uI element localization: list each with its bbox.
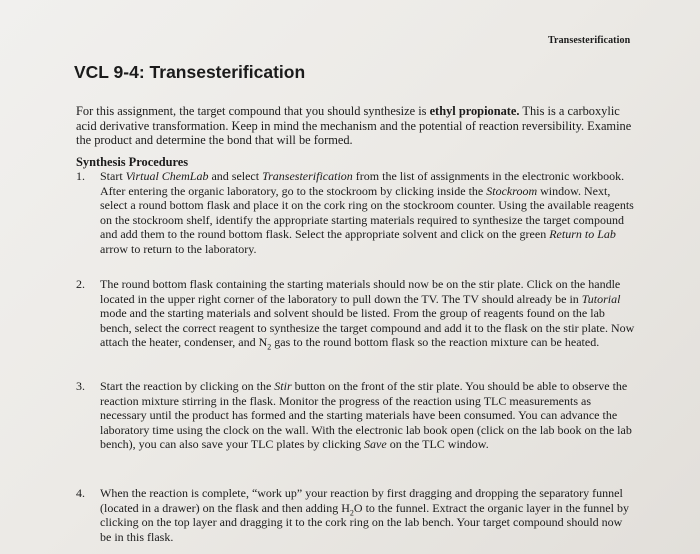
document-title: VCL 9-4: Transesterification	[74, 62, 306, 82]
step-text-segment: When the reaction is complete, “work up” your reaction by first dragging and dropping the separatory funnel (located in a drawer) on the flask and then adding H	[100, 486, 623, 515]
step-text	[100, 169, 636, 256]
step-text	[100, 277, 636, 350]
step-text-segment: Start	[100, 169, 126, 183]
step-text-segment: from the list of assignments in the electronic workbook. After entering the organic laboratory, go to the stockroom by clicking inside the	[100, 169, 625, 198]
subscript: 2	[267, 342, 272, 352]
section-heading: Synthesis Procedures	[76, 155, 189, 169]
intro-text-start: For this assignment, the target compound that you should synthesize is	[76, 104, 430, 118]
step-text-segment: Start the reaction by clicking on the	[100, 379, 275, 393]
target-compound: ethyl propionate.	[429, 104, 520, 118]
save-term: Save	[364, 437, 387, 451]
tutorial-term: Tutorial	[581, 291, 621, 306]
assignment-name: Transesterification	[262, 169, 353, 183]
return-to-lab-term: Return to Lab	[549, 227, 616, 241]
step-text-segment: gas to the round bottom flask so the reaction mixture can be heated.	[271, 335, 600, 349]
step-number: 1.	[76, 169, 85, 183]
step-text-segment: O to the funnel. Extract the organic layer in the funnel by clicking on the top layer and dragging it to the cork ring on the lab bench. Your target compound should now be in this flask.	[100, 500, 629, 544]
step-text-segment: mode and the starting materials and solvent should be listed. From the group of reagents found on the lab bench, select the correct reagent to synthesize the target compound and add it to the flask on the stir plate. Now attach the heater, condenser, and N	[100, 306, 635, 349]
step-text-segment: window. Next, select a round bottom flask and place it on the cork ring on the stockroom counter. Using the available reagents on the stockroom shelf, identify the appropriate starting materials required to synthesize the target compound and add them to the round bottom flask. Select the appropriate solvent and click on the green	[100, 183, 634, 241]
step-text-segment: The round bottom flask containing the starting materials should now be on the stir plate. Click on the handle located in the upper right corner of the laboratory to pull down the TV. The TV should already be in	[100, 277, 621, 306]
intro-paragraph	[76, 104, 636, 148]
subscript: 2	[349, 507, 354, 517]
procedure-step-4	[76, 486, 636, 544]
stir-term: Stir	[274, 379, 292, 393]
step-text-segment: on the TLC window.	[386, 437, 489, 451]
step-number: 3.	[76, 379, 85, 393]
step-text-segment: arrow to return to the laboratory.	[100, 241, 257, 256]
intro-text-end: This is a carboxylic acid derivative transformation. Keep in mind the mechanism and the potential of reaction reversibility. Examine the product and determine the bond that will be formed.	[76, 104, 632, 148]
software-name: Virtual ChemLab	[125, 169, 209, 183]
running-header: Transesterification	[548, 35, 631, 46]
step-number: 2.	[76, 277, 85, 291]
step-text-segment: button on the front of the stir plate. You should be able to observe the reaction mixture stirring in the flask. Monitor the progress of the reaction using TLC measurements as necessary until the product has formed and the starting materials have been consumed. You can advance the laboratory time using the clock on the wall. With the electronic lab book open (click on the lab book on the lab bench), you can also save your TLC plates by clicking	[100, 379, 632, 451]
stockroom-term: Stockroom	[486, 183, 538, 198]
procedure-step-1	[76, 169, 636, 256]
procedure-step-2	[76, 277, 636, 350]
procedure-step-3	[76, 379, 636, 452]
step-number: 4.	[76, 486, 85, 500]
step-text-segment: and select	[208, 169, 263, 183]
step-text	[100, 486, 636, 544]
step-text	[100, 379, 636, 452]
